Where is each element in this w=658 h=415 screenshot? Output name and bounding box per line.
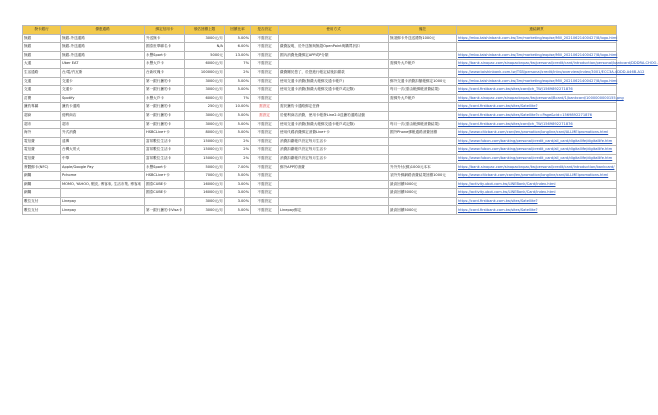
table-row — [23, 163, 617, 172]
cell-rate[interactable]: 7% — [225, 60, 251, 69]
cell-channel[interactable]: 無銀-外送通路 — [61, 34, 145, 43]
cell-rate[interactable]: 5.00% — [225, 86, 251, 95]
cell-note[interactable]: 最高回饋5000元 — [389, 180, 457, 189]
cell-method[interactable] — [279, 172, 389, 181]
cell-channel[interactable]: 中華 — [61, 154, 145, 163]
cell-link[interactable] — [457, 43, 617, 52]
cell-method[interactable]: 於便利商店消費，使用卡帳發Line2.0送獵豹通路活動 — [279, 111, 389, 120]
table-row — [23, 68, 617, 77]
cell-note[interactable]: 最高回饋5000元 — [389, 206, 457, 215]
cell-limit[interactable]: 16000元/月 — [185, 189, 225, 198]
cell-link[interactable]: https://mbo.taishinbank.com.tw/3m/marketing/eopise/Mill_20210621400427/8/logo.html — [457, 77, 617, 86]
cell-link[interactable]: https://www.fubon.com/banking/personal/credit_card/all_card/digitallife/digitallife.htm — [457, 154, 617, 163]
cell-method[interactable] — [279, 197, 389, 206]
cell-bank[interactable]: 網購 — [23, 189, 61, 198]
cell-set[interactable]: 不需設定 — [251, 77, 279, 86]
header-link[interactable]: 連結網頁 — [457, 26, 617, 35]
cell-channel[interactable]: Linepay — [61, 206, 145, 215]
cell-card[interactable]: HSBCLive+卡 — [145, 129, 185, 138]
cell-set[interactable]: 不需設定 — [251, 60, 279, 69]
cell-rate[interactable]: 6.00% — [225, 43, 251, 52]
table-row — [23, 77, 617, 86]
cell-card[interactable]: 台新玫瑰卡 — [145, 68, 185, 77]
cell-link[interactable]: https://www.citicbank.com/card/en/promotion/longline/card/ALLMElpromotions.html — [457, 129, 617, 138]
cell-note[interactable] — [389, 137, 457, 146]
cell-method[interactable]: 消費扣繳帳戶設定每月生活卡 — [279, 137, 389, 146]
cell-card[interactable]: 第一銀行獵豹卡 — [145, 111, 185, 120]
cell-link[interactable]: https://www.taishinbank.com.tw/TSB/personal/credit/intro/overview/index/3001/ECC3A-4DDD-A46B-A12 — [457, 68, 617, 77]
cell-card[interactable]: 外送無卡 — [145, 34, 185, 43]
cell-bank[interactable]: 無銀 — [23, 34, 61, 43]
cell-bank[interactable]: 超商 — [23, 111, 61, 120]
cell-card[interactable]: 第一銀行獵豹卡 — [145, 120, 185, 129]
cell-channel[interactable]: 外式消費 — [61, 129, 145, 138]
cell-method[interactable]: 使用交通卡消費(無繳大帳綁交通卡帳戶或記錄) — [279, 86, 389, 95]
cell-rate[interactable]: 5.00% — [225, 129, 251, 138]
cell-set[interactable]: 不需設定 — [251, 43, 279, 52]
cell-note[interactable]: 國外Phone綁帳通路消費回饋 — [389, 129, 457, 138]
cell-set[interactable]: 不需設定 — [251, 51, 279, 60]
cell-set[interactable]: 不需設定 — [251, 129, 279, 138]
cell-set[interactable]: 不需設定 — [251, 86, 279, 95]
cell-method[interactable]: 消費扣繳帳戶設定每月生活卡 — [279, 154, 389, 163]
cell-rate[interactable]: 2% — [225, 154, 251, 163]
table-row — [23, 137, 617, 146]
cell-link[interactable]: https://bank.sinopac.com/sinopacbnpac/tw/personal/credit/card/introduction/bankcard/ — [457, 163, 617, 172]
cell-rate[interactable]: 7.00% — [225, 163, 251, 172]
cell-rate[interactable]: 13.00% — [225, 51, 251, 60]
header-rate[interactable]: 回饋比率 — [225, 26, 251, 35]
cell-limit[interactable]: 15000元/月 — [185, 146, 225, 155]
cell-channel[interactable]: Uber EAT — [61, 60, 145, 69]
header-channel[interactable]: 優惠通路 — [61, 26, 145, 35]
cell-note[interactable]: 須外外綁網路消費結果回饋1000元 — [389, 172, 457, 181]
cell-card[interactable]: 第一銀行獵豹卡 — [145, 103, 185, 112]
cell-note[interactable] — [389, 146, 457, 155]
cell-method[interactable] — [279, 94, 389, 103]
cell-rate[interactable]: 5.00% — [225, 206, 251, 215]
cell-set[interactable]: 不需設定 — [251, 189, 279, 198]
header-limit[interactable]: 預估回饋上限 — [185, 26, 225, 35]
cell-limit[interactable]: 3000元/月 — [185, 86, 225, 95]
cell-card[interactable]: 富邦數位生活卡 — [145, 146, 185, 155]
header-bank[interactable]: 發卡銀行 — [23, 26, 61, 35]
cell-set[interactable]: 不需設定 — [251, 154, 279, 163]
cell-card[interactable]: 國泰CUBE卡 — [145, 189, 185, 198]
cell-channel[interactable]: 超市 — [61, 120, 145, 129]
cell-channel[interactable]: Linepay — [61, 197, 145, 206]
cell-channel[interactable]: 遠傳 — [61, 137, 145, 146]
cell-link[interactable]: https://card.firstbank.com.tw/sites/Satellite? — [457, 197, 617, 206]
cell-bank[interactable]: 網購 — [23, 172, 61, 181]
table-row — [23, 129, 617, 138]
cell-link[interactable]: https://bank.sinopac.com/sinopacbnpac/tw/personal/credit/card/introduction/personal/bankcard/DDDRA-CHOO- — [457, 60, 617, 69]
cell-link[interactable]: https://www.fubon.com/banking/personal/credit_card/all_card/digitallife/digitallife.htm — [457, 137, 617, 146]
cell-set[interactable]: 不需設定 — [251, 120, 279, 129]
table-row — [23, 103, 617, 112]
cell-set[interactable]: 不需設定 — [251, 206, 279, 215]
cell-bank[interactable]: 交通 — [23, 86, 61, 95]
cell-limit[interactable]: 100000元/月 — [185, 68, 225, 77]
cell-channel[interactable]: 無銀-外送通路 — [61, 43, 145, 52]
cell-set[interactable]: 不需設定 — [251, 172, 279, 181]
cell-channel[interactable]: 台灣大哥大 — [61, 146, 145, 155]
cell-card[interactable]: 富邦數位生活卡 — [145, 137, 185, 146]
cell-set[interactable]: 需設定 — [251, 103, 279, 112]
header-row — [23, 26, 617, 35]
cell-rate[interactable]: 2% — [225, 146, 251, 155]
cell-bank[interactable]: 電信費 — [23, 137, 61, 146]
cell-method[interactable]: 國內消費免費綁定APP或P分類 — [279, 51, 389, 60]
cell-rate[interactable]: 10.00% — [225, 103, 251, 112]
cell-note[interactable] — [389, 51, 457, 60]
cell-note[interactable]: 最高回饋5000元 — [389, 189, 457, 198]
cell-note[interactable]: 每月一次(需由帳綁帳消費結果) — [389, 120, 457, 129]
cell-method[interactable]: 使用代碼消費綁定消費Live+卡 — [279, 129, 389, 138]
cell-card[interactable]: 永豐Sport卡 — [145, 163, 185, 172]
cell-limit[interactable]: 3000元/月 — [185, 77, 225, 86]
cell-set[interactable]: 不需設定 — [251, 146, 279, 155]
cell-link[interactable]: https://www.citicbank.com/card/en/promotion/longline/card/ALLMElpromotions.html — [457, 172, 617, 181]
table-row — [23, 86, 617, 95]
cell-bank[interactable]: 無銀 — [23, 51, 61, 60]
header-set[interactable]: 是否設定 — [251, 26, 279, 35]
cell-set[interactable]: 不需設定 — [251, 197, 279, 206]
cell-method[interactable]: 繳費說明，於外送無與無超OpenPoint與購買折扣 — [279, 43, 389, 52]
cell-method[interactable]: 繳費關於您了，於您進行帳定結後扣繳款 — [279, 68, 389, 77]
cell-link[interactable]: https://card.firstbank.com.tw/sites/Satellite?c=Page&cid=1569892271876 — [457, 111, 617, 120]
cell-rate[interactable]: 5.00% — [225, 77, 251, 86]
cell-rate[interactable]: 7% — [225, 94, 251, 103]
cell-note[interactable] — [389, 154, 457, 163]
table-row — [23, 34, 617, 43]
cell-channel[interactable] — [61, 189, 145, 198]
cell-channel[interactable]: 台/電/汽瓦斯 — [61, 68, 145, 77]
cell-bank[interactable]: 網購 — [23, 180, 61, 189]
cell-link[interactable]: https://bank.sinopac.com/sinopacbnpac/tw/personal/Bcard/1/bankcard/1000000000155.png — [457, 94, 617, 103]
table-row — [23, 154, 617, 163]
cell-bank[interactable]: 電信費 — [23, 146, 61, 155]
cell-rate[interactable]: 3.00% — [225, 197, 251, 206]
cell-rate[interactable]: 5.00% — [225, 34, 251, 43]
table-row — [23, 146, 617, 155]
cell-channel[interactable]: 便利商店 — [61, 111, 145, 120]
table-row — [23, 189, 617, 198]
table-row — [23, 43, 617, 52]
cell-link[interactable]: https://card.firstbank.com.tw/sites/Satellite? — [457, 103, 617, 112]
cell-card[interactable]: 永豐Sport卡 — [145, 51, 185, 60]
cell-link[interactable]: https://card.firstbank.com.tw/sites/card/ch_TW/1569892271876 — [457, 86, 617, 95]
cell-note[interactable] — [389, 103, 457, 112]
cell-rate[interactable]: 2% — [225, 137, 251, 146]
cell-card[interactable]: 第一銀行獵豹卡 — [145, 77, 185, 86]
cell-card[interactable]: 國泰世華聯名卡 — [145, 43, 185, 52]
cell-limit[interactable]: 5000元/月 — [185, 163, 225, 172]
cell-limit[interactable]: 3000元/月 — [185, 120, 225, 129]
cell-method[interactable]: 綁外APP的消費 — [279, 163, 389, 172]
cell-set[interactable]: 不需設定 — [251, 94, 279, 103]
cell-rate[interactable]: 5.00% — [225, 172, 251, 181]
cell-limit[interactable]: 16000元/月 — [185, 180, 225, 189]
table-body — [23, 34, 658, 214]
cell-limit[interactable]: 7000元/月 — [185, 172, 225, 181]
cell-link[interactable]: https://card.firstbank.com.tw/sites/card/ch_TW/1569892271876 — [457, 120, 617, 129]
table-row — [23, 197, 617, 206]
cell-limit[interactable]: 3000元/月 — [185, 34, 225, 43]
cell-bank[interactable]: 交通 — [23, 77, 61, 86]
cell-limit[interactable]: N/A — [185, 43, 225, 52]
cell-card[interactable]: 永豐大戶卡 — [145, 60, 185, 69]
cell-link[interactable]: https://activity.ubot.com.tw/LINEBank/Card/index.html — [457, 189, 617, 198]
cell-link[interactable]: https://mbo.taishinbank.com.tw/3m/marketing/eopise/Mill_20210621400427/8/logo.html — [457, 51, 617, 60]
cell-limit[interactable]: 250元/月 — [185, 103, 225, 112]
cell-note[interactable] — [389, 43, 457, 52]
cell-card[interactable]: 富邦數位生活卡 — [145, 154, 185, 163]
cell-channel[interactable]: 無銀-外送通路 — [61, 51, 145, 60]
cell-card[interactable] — [145, 197, 185, 206]
cell-method[interactable] — [279, 34, 389, 43]
cell-note[interactable]: 需綁外大戶帳戶 — [389, 60, 457, 69]
table-row — [23, 94, 617, 103]
cell-link[interactable]: https://www.fubon.com/banking/personal/credit_card/all_card/digitallife/digitallife.htm — [457, 146, 617, 155]
cell-channel[interactable]: 交通卡 — [61, 86, 145, 95]
cell-note[interactable]: 無須綁卡外送送禮物1000元 — [389, 34, 457, 43]
credit-card-table — [22, 25, 658, 215]
header-method[interactable]: 使用方式 — [279, 26, 389, 35]
cell-method[interactable] — [279, 180, 389, 189]
cell-set[interactable]: 不需設定 — [251, 163, 279, 172]
cell-note[interactable]: 每月一次(需由帳綁帳消費結果) — [389, 86, 457, 95]
cell-set[interactable]: 不需設定 — [251, 180, 279, 189]
cell-note[interactable]: 外外外付(綁)1000元本本 — [389, 163, 457, 172]
cell-card[interactable]: HSBCLive+卡 — [145, 172, 185, 181]
cell-link[interactable]: https://card.firstbank.com.tw/sites/Satellite? — [457, 206, 617, 215]
cell-limit[interactable]: 8000元/月 — [185, 129, 225, 138]
table-row — [23, 51, 617, 60]
cell-link[interactable]: https://mbo.taishinbank.com.tw/3m/marketing/eopise/Mill_20210621400427/8/logo.html — [457, 34, 617, 43]
cell-channel[interactable]: 獵豹卡通路 — [61, 103, 145, 112]
cell-bank[interactable]: 生活通路 — [23, 68, 61, 77]
cell-set[interactable]: 需設定 — [251, 111, 279, 120]
cell-bank[interactable]: 超市 — [23, 120, 61, 129]
cell-card[interactable]: 第一銀行獵豹卡Visa卡 — [145, 206, 185, 215]
cell-limit[interactable]: 6000元/月 — [185, 94, 225, 103]
cell-method[interactable]: Linepay綁定 — [279, 206, 389, 215]
cell-bank[interactable]: 數位支付 — [23, 206, 61, 215]
table-row — [23, 111, 617, 120]
cell-set[interactable]: 不需設定 — [251, 34, 279, 43]
table-row — [23, 180, 617, 189]
cell-note[interactable]: 需綁外大戶帳戶 — [389, 94, 457, 103]
cell-note[interactable] — [389, 111, 457, 120]
cell-note[interactable]: 綁外交通卡消費扣額帳綁定1000元 — [389, 77, 457, 86]
cell-link[interactable]: https://activity.ubot.com.tw/LINEBank/Card/index.html — [457, 180, 617, 189]
cell-limit[interactable]: 6000元/月 — [185, 60, 225, 69]
cell-set[interactable]: 不需設定 — [251, 68, 279, 77]
table-row — [23, 60, 617, 69]
cell-bank[interactable]: 電信費 — [23, 154, 61, 163]
cell-limit[interactable]: 3000元/月 — [185, 206, 225, 215]
cell-bank[interactable]: 無銀 — [23, 43, 61, 52]
cell-channel[interactable]: MOMO, YAHOO, 蝦皮, 博客來, 生活市集, 博客來 — [61, 180, 145, 189]
cell-channel[interactable]: 交通卡 — [61, 77, 145, 86]
cell-bank[interactable]: 實體綁卡(NFC) — [23, 163, 61, 172]
cell-method[interactable]: 消費扣繳帳戶設定每月生活卡 — [279, 146, 389, 155]
cell-channel[interactable]: Pchome — [61, 172, 145, 181]
spreadsheet — [0, 25, 658, 215]
table-row — [23, 172, 617, 181]
cell-rate[interactable]: 5.00% — [225, 120, 251, 129]
cell-note[interactable] — [389, 197, 457, 206]
cell-limit[interactable]: 5000元 — [185, 51, 225, 60]
cell-rate[interactable]: 3.00% — [225, 180, 251, 189]
cell-rate[interactable]: 3.00% — [225, 189, 251, 198]
cell-card[interactable]: 第一銀行獵豹卡 — [145, 86, 185, 95]
cell-set[interactable]: 不需設定 — [251, 137, 279, 146]
table-row — [23, 120, 617, 129]
cell-note[interactable] — [389, 68, 457, 77]
cell-bank[interactable]: 海外 — [23, 129, 61, 138]
cell-method[interactable]: 需於獵豹卡通路綁定任務 — [279, 103, 389, 112]
cell-bank[interactable]: 數位支付 — [23, 197, 61, 206]
cell-limit[interactable]: 15000元/月 — [185, 137, 225, 146]
cell-method[interactable]: 使用交通卡消費(無繳大帳綁交通卡帳戶) — [279, 77, 389, 86]
cell-channel[interactable]: Spotify — [61, 94, 145, 103]
cell-limit[interactable]: 3000元/月 — [185, 111, 225, 120]
cell-limit[interactable]: 3000元/月 — [185, 197, 225, 206]
cell-method[interactable] — [279, 60, 389, 69]
header-card[interactable]: 綁定信用卡 — [145, 26, 185, 35]
cell-card[interactable]: 國泰CUBE卡 — [145, 180, 185, 189]
cell-rate[interactable]: 5.00% — [225, 111, 251, 120]
cell-bank[interactable]: 大通 — [23, 60, 61, 69]
cell-channel[interactable]: Apple/Google Pay — [61, 163, 145, 172]
cell-bank[interactable]: 訂閱 — [23, 94, 61, 103]
cell-card[interactable]: 永豐大戶卡 — [145, 94, 185, 103]
cell-rate[interactable]: 2% — [225, 68, 251, 77]
table-row — [23, 206, 617, 215]
cell-method[interactable]: 使用交通卡消費(無繳大帳綁交通卡帳戶或記錄) — [279, 120, 389, 129]
header-note[interactable]: 備註 — [389, 26, 457, 35]
cell-method[interactable] — [279, 189, 389, 198]
cell-limit[interactable]: 15000元/月 — [185, 154, 225, 163]
cell-bank[interactable]: 獵豹專屬 — [23, 103, 61, 112]
